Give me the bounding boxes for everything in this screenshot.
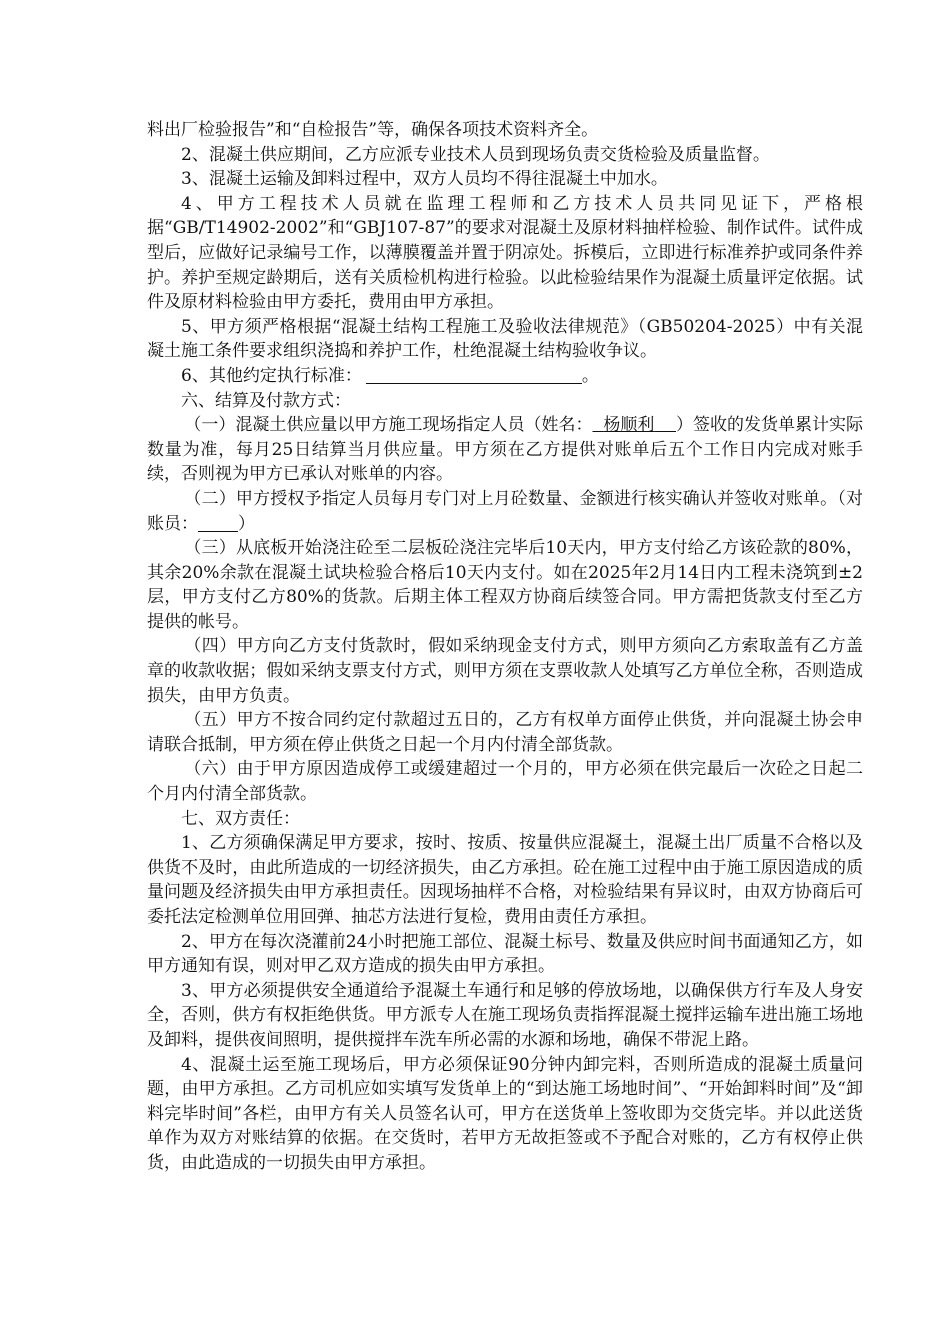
payment-item-1	[147, 413, 863, 487]
designated-person-name	[593, 415, 676, 435]
payment-item-6: （六）由于甲方原因造成停工或缓建超过一个月的，甲方必须在供完最后一次砼之日起二个月内付清全部货款。	[147, 759, 863, 805]
paragraph-material-reports: 料出厂检验报告”和“自检报告”等，确保各项技术资料齐全。	[147, 120, 599, 140]
reconciler-blank	[198, 513, 238, 532]
clause-6-end: 。	[581, 365, 599, 386]
payment-item-3: （三）从底板开始浇注砼至二层板砼浇注完毕后10天内，甲方支付给乙方该砼款的80%，其余20%余款在混凝土试块检验合格后10天内支付。如在2025年2月14日内工程未浇筑到±2层，甲方支付乙方80%的货款。后期主体工程双方协商后续签合同。甲方需把货款支付至乙方提供的帐号。	[147, 538, 863, 632]
payment-item-4: （四）甲方向乙方支付货款时，假如采纳现金支付方式，则甲方须向乙方索取盖有乙方盖章的收款收据；假如采纳支票支付方式，则甲方须在支票收款人处填写乙方单位全称，否则造成损失，由甲方负责。	[147, 636, 863, 706]
responsibility-1: 1、乙方须确保满足甲方要求，按时、按质、按量供应混凝土，混凝土出厂质量不合格以及供货不及时，由此所造成的一切经济损失，由乙方承担。砼在施工过程中由于施工原因造成的质量问题及经济损失由甲方承担责任。因现场抽样不合格，对检验结果有异议时，由双方协商后可委托法定检测单位用回弹、抽芯方法进行复检，费用由责任方承担。	[147, 833, 863, 927]
payment-item-1-text-b: ）签收的发货单累计实际数量为准，每月25日结算当月供应量。甲方须在乙方提供对账单后五个工作日内完成对账手续，否则视为甲方已承认对账单的内容。	[147, 415, 864, 485]
responsibility-3: 3、甲方必须提供安全通道给予混凝土车通行和足够的停放场地，以确保供方行车及人身安全，否则，供方有权拒绝供货。甲方派专人在施工现场负责指挥混凝土搅拌运输车进出施工场地及卸料，提供夜间照明，提供搅拌车洗车所必需的水源和场地，确保不带泥上路。	[147, 980, 863, 1050]
payment-item-2-text-a: （二）甲方授权予指定人员每月专门对上月砼数量、金额进行核实确认并签收对账单。（对账员：	[147, 488, 863, 534]
designated-person-name-value: 杨顺利	[603, 415, 655, 436]
clause-6-label: 6、其他约定执行标准：	[181, 365, 362, 386]
responsibility-4: 4、混凝土运至施工现场后，甲方必须保证90分钟内卸完料，否则所造成的混凝土质量问题，由甲方承担。乙方司机应如实填写发货单上的“到达施工场地时间”、“开始卸料时间”及“卸料完毕时间”各栏，由甲方有关人员签名认可，甲方在送货单上签收即为交货完毕。并以此送货单作为双方对账结算的依据。在交货时，若甲方无故拒签或不予配合对账的，乙方有权停止供货，由此造成的一切损失由甲方承担。	[147, 1054, 863, 1173]
payment-item-5: （五）甲方不按合同约定付款超过五日的，乙方有权单方面停止供货，并向混凝土协会申请联合抵制，甲方须在停止供货之日起一个月内付清全部货款。	[147, 710, 863, 755]
responsibility-2: 2、甲方在每次浇灌前24小时把施工部位、混凝土标号、数量及供应时间书面通知乙方，如甲方通知有误，则对甲乙双方造成的损失由甲方承担。	[147, 931, 863, 977]
payment-item-1-text-a: （一）混凝土供应量以甲方施工现场指定人员（姓名：	[184, 415, 593, 436]
payment-item-2-text-b: ）	[238, 513, 255, 534]
contract-page	[147, 118, 863, 1176]
clause-4-sampling: 4、甲方工程技术人员就在监理工程师和乙方技术人员共同见证下，严格根据“GB/T14902-2002”和“GBJ107-87”的要求对混凝土及原材料抽样检验、制作试件。试件成型后，应做好记录编号工作，以薄膜覆盖并置于阴凉处。拆模后，立即进行标准养护或同条件养护。养护至规定龄期后，送有关质检机构进行检验。以此检验结果作为混凝土质量评定依据。试件及原材料检验由甲方委托，费用由甲方承担。	[147, 193, 863, 313]
section-7-heading: 七、双方责任：	[181, 808, 300, 829]
clause-2-supervision: 2、混凝土供应期间，乙方应派专业技术人员到现场负责交货检验及质量监督。	[181, 144, 770, 165]
clause-3-no-water: 3、混凝土运输及卸料过程中，双方人员均不得往混凝土中加水。	[181, 169, 668, 190]
payment-item-2	[147, 487, 863, 536]
section-6-heading: 六、结算及付款方式：	[181, 390, 351, 411]
clause-6-other-standards	[147, 364, 863, 389]
other-standards-blank	[366, 365, 582, 384]
clause-5-construction-spec: 5、甲方须严格根据“混凝土结构工程施工及验收法律规范》（GB50204-2025）中有关混凝土施工条件要求组织浇捣和养护工作，杜绝混凝土结构验收争议。	[147, 316, 863, 362]
